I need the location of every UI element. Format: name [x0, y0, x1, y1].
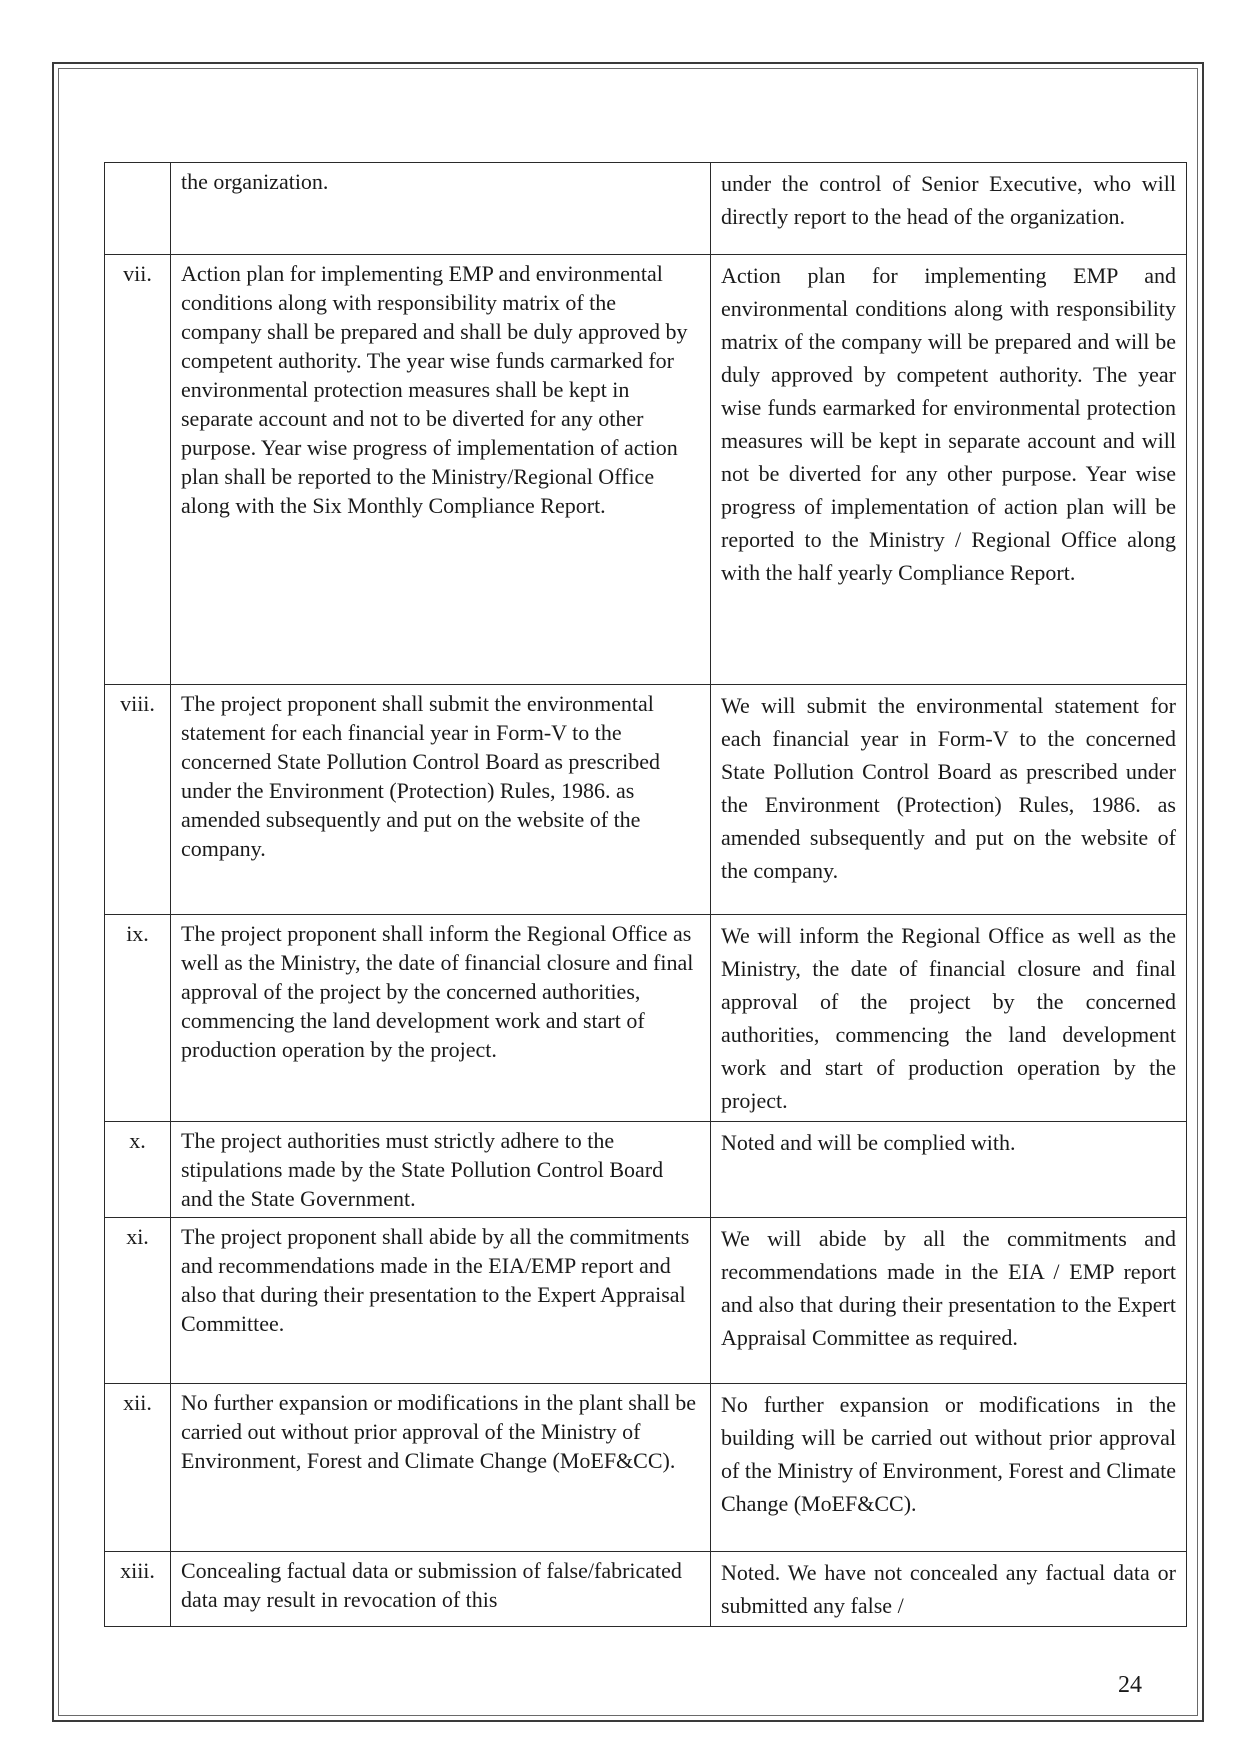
table-row — [105, 685, 1187, 915]
row-number: xii. — [105, 1384, 171, 1552]
table-row — [105, 255, 1187, 685]
response-text: No further expansion or modifications in the building will be carried out without prior approval of the Ministry of Environment, Forest and Climate Change (MoEF&CC). — [711, 1384, 1187, 1552]
response-text: We will submit the environmental statement for each financial year in Form-V to the concerned State Pollution Control Board as prescribed under the Environment (Protection) Rules, 1986. as amended subsequently and put on the website of the company. — [711, 685, 1187, 915]
condition-text: The project proponent shall submit the environmental statement for each financial year in Form-V to the concerned State Pollution Control Board as prescribed under the Environment (Protection) Rules, 1986. as amended subsequently and put on the website of the company. — [171, 685, 711, 915]
response-text: Action plan for implementing EMP and environmental conditions along with responsibility matrix of the company will be prepared and will be duly approved by competent authority. The year wise funds earmarked for environmental protection measures will be kept in separate account and will not be diverted for any other purpose. Year wise progress of implementation of action plan will be reported to the Ministry / Regional Office along with the half yearly Compliance Report. — [711, 255, 1187, 685]
page-number: 24 — [1118, 1672, 1142, 1698]
row-number: x. — [105, 1122, 171, 1218]
row-number: vii. — [105, 255, 171, 685]
row-number: viii. — [105, 685, 171, 915]
condition-text: No further expansion or modifications in the plant shall be carried out without prior approval of the Ministry of Environment, Forest and Climate Change (MoEF&CC). — [171, 1384, 711, 1552]
table-row — [105, 1122, 1187, 1218]
response-text: Noted. We have not concealed any factual data or submitted any false / — [711, 1552, 1187, 1627]
table-row — [105, 915, 1187, 1122]
row-number: ix. — [105, 915, 171, 1122]
table-row — [105, 1384, 1187, 1552]
condition-text: Action plan for implementing EMP and environmental conditions along with responsibility matrix of the company shall be prepared and shall be duly approved by competent authority. The year wise funds carmarked for environmental protection measures shall be kept in separate account and not to be diverted for any other purpose. Year wise progress of implementation of action plan shall be reported to the Ministry/Regional Office along with the Six Monthly Compliance Report. — [171, 255, 711, 685]
condition-text: the organization. — [171, 163, 711, 255]
condition-text: The project proponent shall inform the Regional Office as well as the Ministry, the date of financial closure and final approval of the project by the concerned authorities, commencing the land development work and start of production operation by the project. — [171, 915, 711, 1122]
table-row — [105, 163, 1187, 255]
table-row — [105, 1552, 1187, 1627]
condition-text: The project authorities must strictly adhere to the stipulations made by the State Pollution Control Board and the State Government. — [171, 1122, 711, 1218]
row-number: xi. — [105, 1218, 171, 1384]
table-row — [105, 1218, 1187, 1384]
response-text: We will abide by all the commitments and recommendations made in the EIA / EMP report and also that during their presentation to the Expert Appraisal Committee as required. — [711, 1218, 1187, 1384]
response-text: We will inform the Regional Office as well as the Ministry, the date of financial closure and final approval of the project by the concerned authorities, commencing the land development work and start of production operation by the project. — [711, 915, 1187, 1122]
response-text: under the control of Senior Executive, who will directly report to the head of the organization. — [711, 163, 1187, 255]
row-number — [105, 163, 171, 255]
row-number: xiii. — [105, 1552, 171, 1627]
response-text: Noted and will be complied with. — [711, 1122, 1187, 1218]
condition-text: The project proponent shall abide by all the commitments and recommendations made in the EIA/EMP report and also that during their presentation to the Expert Appraisal Committee. — [171, 1218, 711, 1384]
compliance-table — [104, 162, 1187, 1627]
condition-text: Concealing factual data or submission of false/fabricated data may result in revocation of this — [171, 1552, 711, 1627]
